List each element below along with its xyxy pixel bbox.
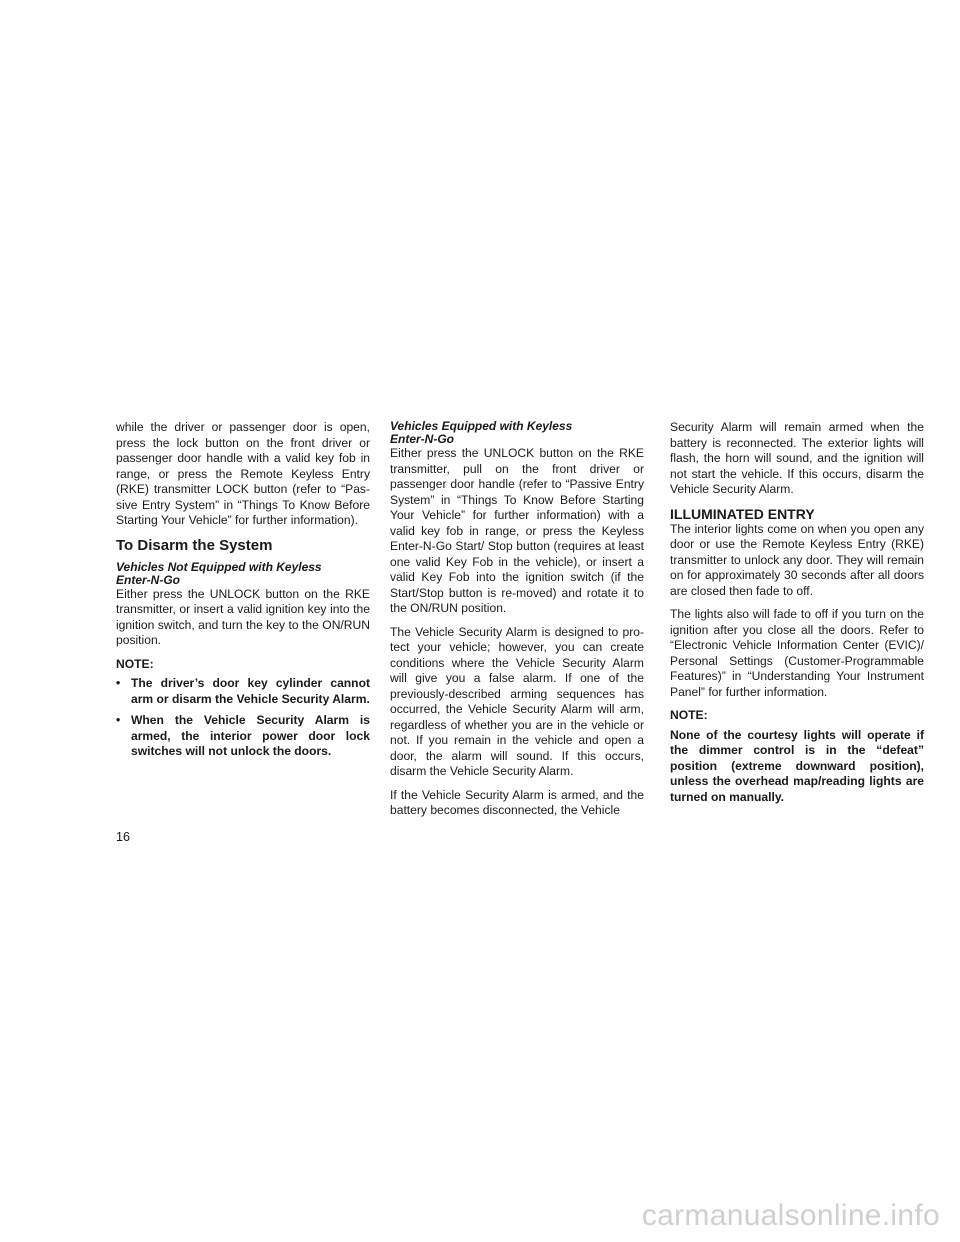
equipped-heading-line2: Enter-N-Go bbox=[390, 432, 454, 446]
note-text: None of the courtesy lights will operate if the dimmer control is in the “defeat” position (extreme downward position), unless the overhead map/reading lights are turned on manually. bbox=[670, 727, 924, 804]
watermark: carmanualsonline.info bbox=[641, 1199, 940, 1232]
column-right bbox=[670, 420, 924, 805]
page-number: 16 bbox=[116, 830, 130, 844]
not-equipped-heading-line1: Vehicles Not Equipped with Keyless bbox=[116, 559, 322, 574]
equipped-heading-line1: Vehicles Equipped with Keyless bbox=[390, 419, 573, 433]
note-bullet-list bbox=[116, 676, 370, 760]
equipped-paragraph: Either press the UNLOCK button on the RKE transmitter, pull on the front driver or passenger door handle (refer to “Passive Entry System” in “Things To Know Before Starting Your Vehicle” for further information) with a valid key fob in range, or press the Keyless Enter-N-Go Start/ Stop button (requires at least one valid Key Fob in the vehicle), or insert a valid Key Fob into the ignition switch (if the Start/Stop button is re-moved) and rotate it to the ON/RUN position. bbox=[390, 446, 644, 615]
disarm-heading: To Disarm the System bbox=[116, 536, 273, 554]
illuminated-entry-heading: ILLUMINATED ENTRY bbox=[670, 505, 815, 522]
bullet-icon: • bbox=[116, 676, 121, 690]
not-equipped-heading-line2: Enter-N-Go bbox=[116, 572, 180, 587]
note-bullet-item bbox=[116, 713, 370, 760]
false-alarm-paragraph: The Vehicle Security Alarm is designed to pro-tect your vehicle; however, you can create conditions where the Vehicle Security Alarm will give you a false alarm. If one of the previously-described arming sequences has occurred, the Vehicle Security Alarm will arm, regardless of whether you are in the vehicle or not. If you remain in the vehicle and open a door, the alarm will sound. If this occurs, disarm the Vehicle Security Alarm. bbox=[390, 624, 644, 778]
bullet-icon: • bbox=[116, 713, 121, 727]
note-label: NOTE: bbox=[670, 708, 708, 722]
note-label: NOTE: bbox=[116, 656, 154, 671]
column-left bbox=[116, 420, 370, 766]
intro-paragraph: while the driver or passenger door is open, press the lock button on the front driver or passenger door handle with a valid key fob in range, or press the Remote Keyless Entry (RKE) transmitter LOCK button (refer to “Pas-sive Entry System” in “Things To Know Before Starting Your Vehicle” for further information). bbox=[116, 420, 370, 527]
note-bullet-text: When the Vehicle Security Alarm is armed, the interior power door lock switches will not unlock the doors. bbox=[131, 713, 370, 758]
note-bullet-item bbox=[116, 676, 370, 707]
battery-paragraph-end: Security Alarm will remain armed when the battery is reconnected. The exterior lights will flash, the horn will sound, and the ignition will not start the vehicle. If this occurs, disarm the Vehicle Security Alarm. bbox=[670, 420, 924, 496]
illuminated-paragraph: The interior lights come on when you open any door or use the Remote Keyless Entry (RKE) transmitter to unlock any door. They will remain on for approximately 30 seconds after all doors are closed then fade to off. bbox=[670, 521, 924, 598]
column-middle bbox=[390, 420, 644, 819]
fade-paragraph: The lights also will fade to off if you turn on the ignition after you close all the doors. Refer to “Electronic Vehicle Information Center (EVIC)/ Personal Settings (Customer-Programmable Features)” in “Understanding Your Instrument Panel” for further information. bbox=[670, 607, 924, 699]
battery-paragraph-start: If the Vehicle Security Alarm is armed, and the battery becomes disconnected, the Vehicle bbox=[390, 787, 644, 817]
not-equipped-paragraph: Either press the UNLOCK button on the RKE transmitter, or insert a valid ignition key into the ignition switch, and turn the key to the ON/RUN position. bbox=[116, 586, 370, 647]
note-bullet-text: The driver’s door key cylinder cannot arm or disarm the Vehicle Security Alarm. bbox=[131, 676, 370, 706]
